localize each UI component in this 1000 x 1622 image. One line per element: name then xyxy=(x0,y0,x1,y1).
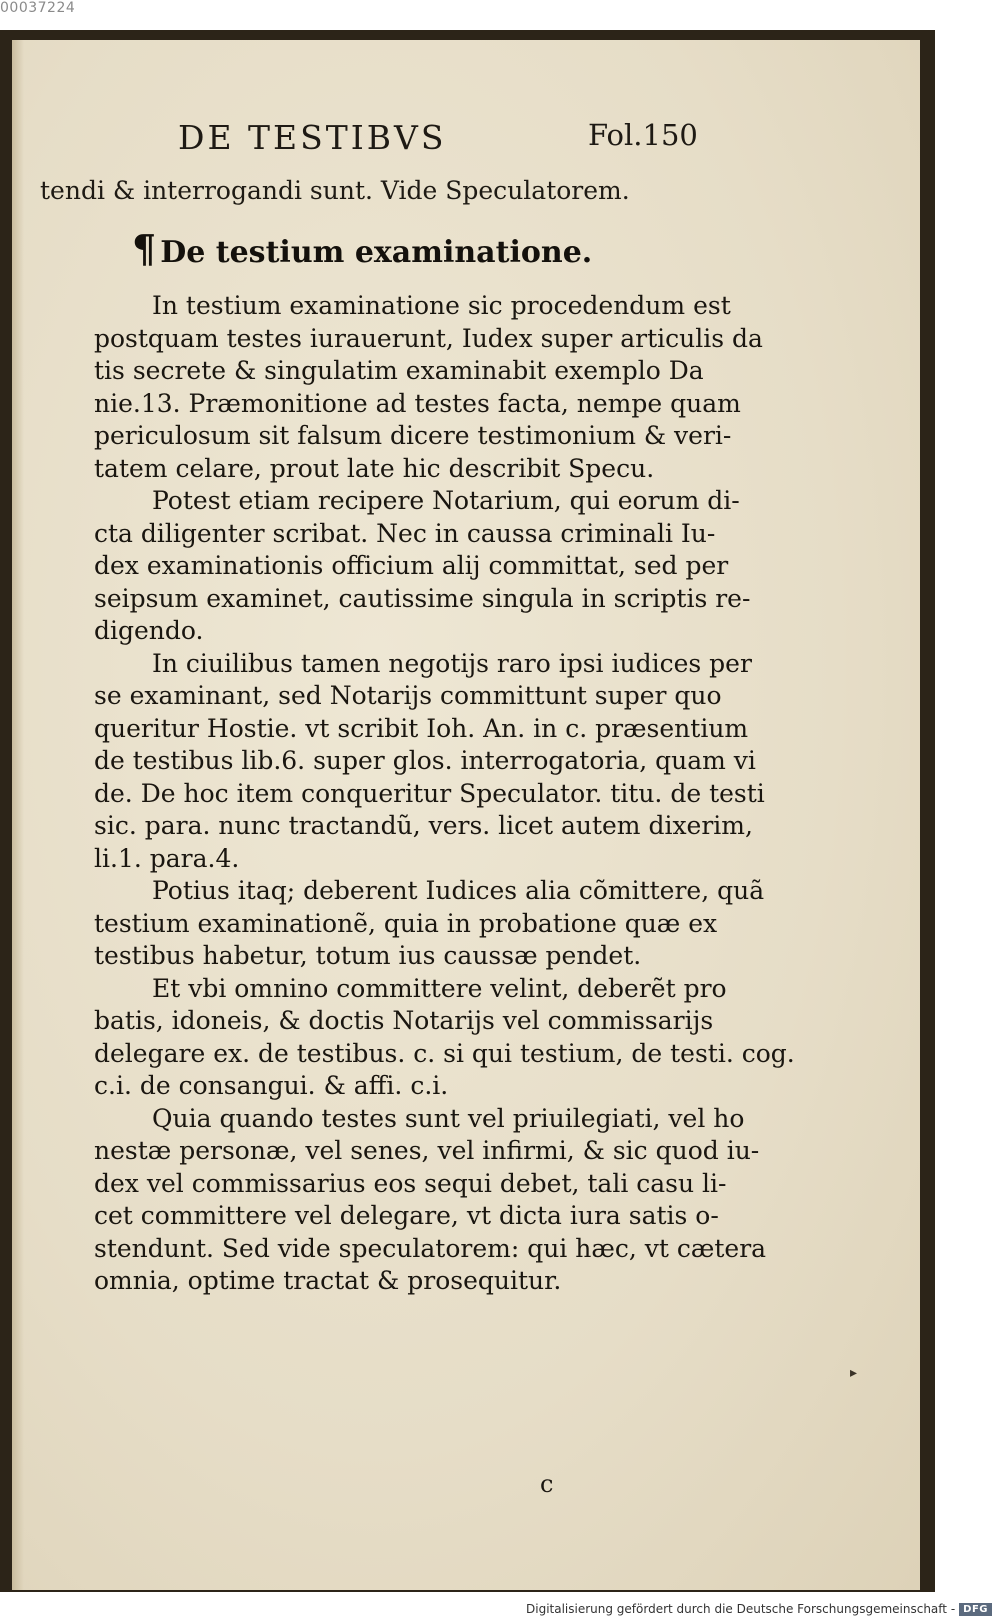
text-line: batis, idoneis, & doctis Notarijs vel commissarijs xyxy=(94,1006,714,1035)
paragraph xyxy=(36,485,751,648)
text-line: Et vbi omnino committere velint, deberẽt pro xyxy=(152,973,727,1003)
section-heading-text: De testium examinatione. xyxy=(160,235,593,270)
text-line: de. De hoc item conqueritur Speculator. titu. de testi xyxy=(94,778,765,808)
text-line: omnia, optime tractat & prosequitur. xyxy=(94,1266,562,1295)
scan-id-stamp: 00037224 xyxy=(0,0,76,16)
footer-text: Digitalisierung gefördert durch die Deutsche Forschungsgemeinschaft - xyxy=(526,1602,956,1616)
paragraph xyxy=(36,290,763,485)
text-line: seipsum examinet, cautissime singula in scriptis re- xyxy=(94,583,751,613)
text-line: Potest etiam recipere Notarium, qui eorum di- xyxy=(152,486,740,515)
pilcrow-icon: ¶ xyxy=(132,226,157,271)
text-line: delegare ex. de testibus. c. si qui testium, de testi. cog. xyxy=(94,1038,795,1068)
running-head: DE TESTIBVS xyxy=(178,118,447,157)
body-text xyxy=(36,290,795,1298)
paragraph xyxy=(36,875,765,973)
folio-number: Fol.150 xyxy=(588,118,698,152)
section-heading xyxy=(132,226,592,271)
paragraph xyxy=(36,648,765,876)
paragraph xyxy=(36,1103,767,1298)
text-line: dex examinationis officium alij committat, sed per xyxy=(94,551,729,580)
text-line: cet committere vel delegare, vt dicta iura satis o- xyxy=(94,1201,719,1230)
text-line: stendunt. Sed vide speculatorem: qui hæc, vt cætera xyxy=(94,1233,767,1263)
text-line: periculosum sit falsum dicere testimonium & veri- xyxy=(94,421,732,450)
text-line: de testibus lib.6. super glos. interrogatoria, quam vi xyxy=(94,746,756,775)
text-line: postquam testes iurauerunt, Iudex super articulis da xyxy=(94,323,763,353)
text-line: queritur Hostie. vt scribit Ioh. An. in c. præsentium xyxy=(94,713,749,743)
dfg-logo: DFG xyxy=(959,1603,992,1616)
text-line: In ciuilibus tamen negotijs raro ipsi iudices per xyxy=(152,648,752,678)
text-line: cta diligenter scribat. Nec in caussa criminali Iu- xyxy=(94,518,716,548)
text-line: c.i. de consangui. & affi. c.i. xyxy=(94,1071,449,1100)
text-line: digendo. xyxy=(94,616,204,645)
text-line: se examinant, sed Notarijs committunt super quo xyxy=(94,681,722,710)
text-line: testium examinationẽ, quia in probatione quæ ex xyxy=(94,908,718,938)
page-gutter-shadow xyxy=(12,40,24,1590)
text-line: dex vel commissarius eos sequi debet, tali casu li- xyxy=(94,1168,727,1198)
text-line: sic. para. nunc tractandũ, vers. licet autem dixerim, xyxy=(94,811,753,840)
carryover-line: tendi & interrogandi sunt. Vide Speculatorem. xyxy=(40,176,630,205)
page-mark: ▸ xyxy=(850,1365,858,1381)
paragraph xyxy=(36,973,795,1103)
catchword: c xyxy=(540,1470,554,1498)
text-line: Quia quando testes sunt vel priuilegiati, vel ho xyxy=(152,1103,745,1133)
text-line: tis secrete & singulatim examinabit exemplo Da xyxy=(94,356,704,385)
text-line: li.1. para.4. xyxy=(94,843,240,873)
text-line: nie.13. Præmonitione ad testes facta, nempe quam xyxy=(94,388,741,418)
text-line: tatem celare, prout late hic describit Specu. xyxy=(94,453,655,483)
text-line: nestæ personæ, vel senes, vel infirmi, & sic quod iu- xyxy=(94,1136,760,1165)
text-line: Potius itaq; deberent Iudices alia cõmittere, quã xyxy=(152,876,765,905)
text-line: In testium examinatione sic procedendum est xyxy=(152,291,731,320)
text-line: testibus habetur, totum ius caussæ pendet. xyxy=(94,941,642,970)
digitization-footer xyxy=(526,1602,992,1616)
